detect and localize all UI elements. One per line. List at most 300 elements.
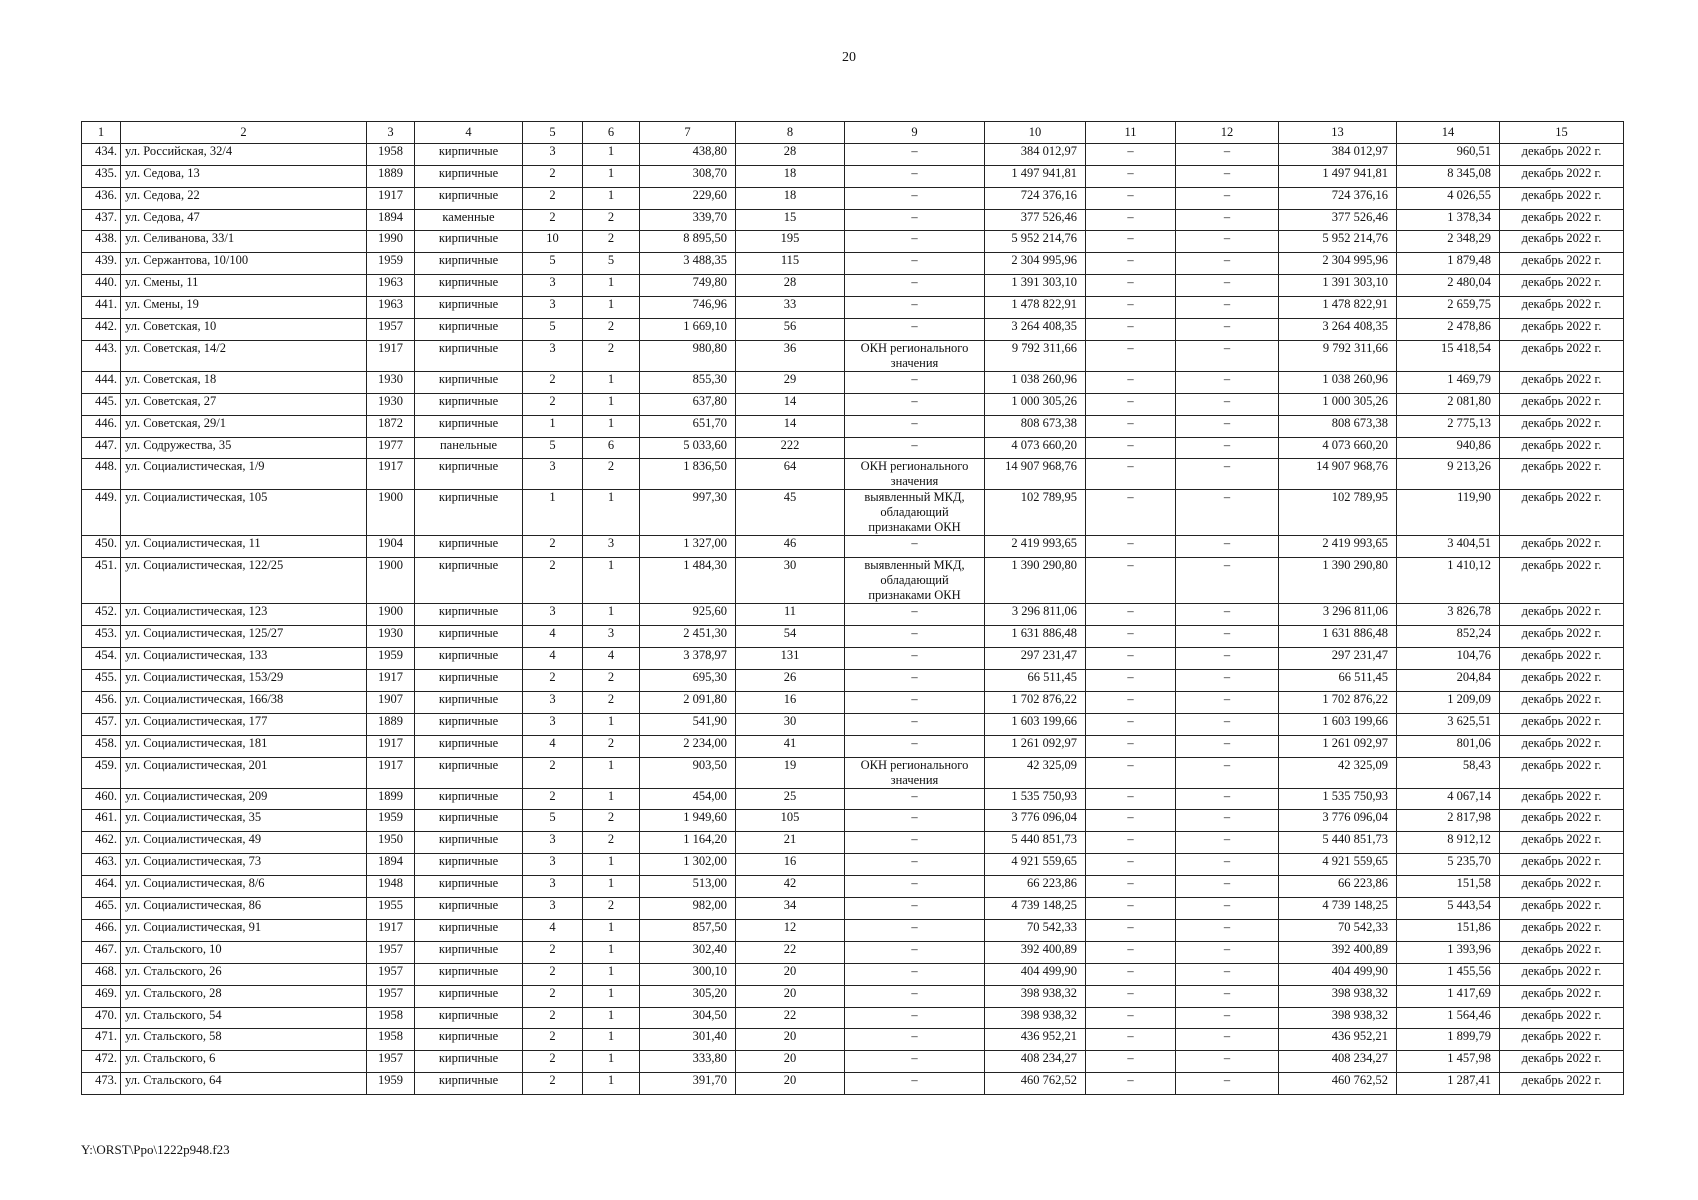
column-12-value-cell: – [1176, 788, 1279, 810]
floors-cell: 2 [523, 757, 583, 788]
wall-material-cell: кирпичные [415, 187, 523, 209]
deadline-cell: декабрь 2022 г. [1500, 1007, 1624, 1029]
entrances-cell: 2 [583, 832, 640, 854]
heritage-status-cell: – [845, 670, 985, 692]
row-number-cell: 473. [82, 1073, 121, 1095]
table-row [82, 319, 1624, 341]
cost-total-cell: 1 038 260,96 [985, 371, 1086, 393]
cost-per-unit-cell: 852,24 [1397, 626, 1500, 648]
cost-per-unit-cell: 2 480,04 [1397, 275, 1500, 297]
residents-cell: 20 [736, 1051, 845, 1073]
entrances-cell: 6 [583, 437, 640, 459]
floors-cell: 3 [523, 275, 583, 297]
column-number-header: 15 [1500, 122, 1624, 144]
area-cell: 1 949,60 [640, 810, 736, 832]
address-cell: ул. Стальского, 64 [121, 1073, 367, 1095]
cost-sum-cell: 1 478 822,91 [1279, 297, 1397, 319]
row-number-cell: 466. [82, 919, 121, 941]
heritage-status-cell: – [845, 691, 985, 713]
build-year-cell: 1900 [367, 490, 415, 536]
column-11-value-cell: – [1086, 919, 1176, 941]
column-12-value-cell: – [1176, 275, 1279, 297]
column-number-header: 9 [845, 122, 985, 144]
column-11-value-cell: – [1086, 340, 1176, 371]
column-11-value-cell: – [1086, 275, 1176, 297]
cost-total-cell: 3 264 408,35 [985, 319, 1086, 341]
build-year-cell: 1904 [367, 536, 415, 558]
residents-cell: 56 [736, 319, 845, 341]
column-12-value-cell: – [1176, 371, 1279, 393]
table-row [82, 691, 1624, 713]
deadline-cell: декабрь 2022 г. [1500, 275, 1624, 297]
area-cell: 8 895,50 [640, 231, 736, 253]
entrances-cell: 1 [583, 490, 640, 536]
area-cell: 651,70 [640, 415, 736, 437]
column-12-value-cell: – [1176, 1007, 1279, 1029]
column-11-value-cell: – [1086, 810, 1176, 832]
cost-total-cell: 392 400,89 [985, 941, 1086, 963]
residents-cell: 16 [736, 691, 845, 713]
column-number-header: 12 [1176, 122, 1279, 144]
area-cell: 541,90 [640, 713, 736, 735]
column-number-header: 13 [1279, 122, 1397, 144]
build-year-cell: 1957 [367, 941, 415, 963]
cost-per-unit-cell: 3 826,78 [1397, 604, 1500, 626]
floors-cell: 2 [523, 963, 583, 985]
build-year-cell: 1930 [367, 393, 415, 415]
deadline-cell: декабрь 2022 г. [1500, 919, 1624, 941]
heritage-status-cell: – [845, 941, 985, 963]
column-11-value-cell: – [1086, 670, 1176, 692]
residents-cell: 105 [736, 810, 845, 832]
address-cell: ул. Социалистическая, 49 [121, 832, 367, 854]
cost-total-cell: 5 440 851,73 [985, 832, 1086, 854]
floors-cell: 5 [523, 319, 583, 341]
cost-per-unit-cell: 3 404,51 [1397, 536, 1500, 558]
wall-material-cell: кирпичные [415, 415, 523, 437]
column-11-value-cell: – [1086, 1007, 1176, 1029]
heritage-status-cell: – [845, 735, 985, 757]
deadline-cell: декабрь 2022 г. [1500, 253, 1624, 275]
cost-sum-cell: 2 419 993,65 [1279, 536, 1397, 558]
cost-total-cell: 3 296 811,06 [985, 604, 1086, 626]
cost-per-unit-cell: 15 418,54 [1397, 340, 1500, 371]
heritage-status-cell: – [845, 319, 985, 341]
column-number-header: 8 [736, 122, 845, 144]
residents-cell: 42 [736, 876, 845, 898]
heritage-status-cell: – [845, 297, 985, 319]
area-cell: 857,50 [640, 919, 736, 941]
column-number-header: 14 [1397, 122, 1500, 144]
deadline-cell: декабрь 2022 г. [1500, 187, 1624, 209]
deadline-cell: декабрь 2022 г. [1500, 415, 1624, 437]
row-number-cell: 439. [82, 253, 121, 275]
wall-material-cell: кирпичные [415, 393, 523, 415]
build-year-cell: 1948 [367, 876, 415, 898]
residents-cell: 64 [736, 459, 845, 490]
floors-cell: 2 [523, 985, 583, 1007]
row-number-cell: 445. [82, 393, 121, 415]
column-number-header: 2 [121, 122, 367, 144]
cost-total-cell: 724 376,16 [985, 187, 1086, 209]
cost-per-unit-cell: 960,51 [1397, 143, 1500, 165]
wall-material-cell: кирпичные [415, 1007, 523, 1029]
address-cell: ул. Социалистическая, 73 [121, 854, 367, 876]
heritage-status-cell: – [845, 919, 985, 941]
floors-cell: 3 [523, 854, 583, 876]
cost-per-unit-cell: 3 625,51 [1397, 713, 1500, 735]
cost-total-cell: 1 535 750,93 [985, 788, 1086, 810]
wall-material-cell: кирпичные [415, 898, 523, 920]
area-cell: 1 484,30 [640, 558, 736, 604]
area-cell: 1 669,10 [640, 319, 736, 341]
row-number-cell: 440. [82, 275, 121, 297]
column-11-value-cell: – [1086, 604, 1176, 626]
row-number-cell: 463. [82, 854, 121, 876]
deadline-cell: декабрь 2022 г. [1500, 143, 1624, 165]
column-number-header: 1 [82, 122, 121, 144]
wall-material-cell: кирпичные [415, 963, 523, 985]
cost-sum-cell: 4 739 148,25 [1279, 898, 1397, 920]
floors-cell: 2 [523, 1007, 583, 1029]
row-number-cell: 460. [82, 788, 121, 810]
cost-per-unit-cell: 1 457,98 [1397, 1051, 1500, 1073]
area-cell: 903,50 [640, 757, 736, 788]
floors-cell: 10 [523, 231, 583, 253]
column-11-value-cell: – [1086, 788, 1176, 810]
area-cell: 749,80 [640, 275, 736, 297]
table-row [82, 415, 1624, 437]
deadline-cell: декабрь 2022 г. [1500, 854, 1624, 876]
address-cell: ул. Российская, 32/4 [121, 143, 367, 165]
address-cell: ул. Социалистическая, 201 [121, 757, 367, 788]
heritage-status-cell: – [845, 231, 985, 253]
cost-total-cell: 3 776 096,04 [985, 810, 1086, 832]
cost-total-cell: 408 234,27 [985, 1051, 1086, 1073]
deadline-cell: декабрь 2022 г. [1500, 1051, 1624, 1073]
deadline-cell: декабрь 2022 г. [1500, 757, 1624, 788]
heritage-status-cell: – [845, 187, 985, 209]
address-cell: ул. Советская, 18 [121, 371, 367, 393]
column-12-value-cell: – [1176, 459, 1279, 490]
cost-per-unit-cell: 1 564,46 [1397, 1007, 1500, 1029]
heritage-status-cell: – [845, 275, 985, 297]
cost-sum-cell: 14 907 968,76 [1279, 459, 1397, 490]
address-cell: ул. Сержантова, 10/100 [121, 253, 367, 275]
residents-cell: 30 [736, 558, 845, 604]
deadline-cell: декабрь 2022 г. [1500, 371, 1624, 393]
deadline-cell: декабрь 2022 г. [1500, 1029, 1624, 1051]
build-year-cell: 1917 [367, 735, 415, 757]
entrances-cell: 2 [583, 735, 640, 757]
floors-cell: 5 [523, 253, 583, 275]
area-cell: 454,00 [640, 788, 736, 810]
deadline-cell: декабрь 2022 г. [1500, 941, 1624, 963]
column-12-value-cell: – [1176, 670, 1279, 692]
floors-cell: 2 [523, 788, 583, 810]
heritage-status-cell: – [845, 898, 985, 920]
address-cell: ул. Социалистическая, 125/27 [121, 626, 367, 648]
cost-sum-cell: 460 762,52 [1279, 1073, 1397, 1095]
entrances-cell: 2 [583, 691, 640, 713]
file-path-footer: Y:\ORST\Ppo\1222p948.f23 [81, 1142, 230, 1157]
table-row [82, 1073, 1624, 1095]
address-cell: ул. Социалистическая, 91 [121, 919, 367, 941]
cost-total-cell: 1 000 305,26 [985, 393, 1086, 415]
address-cell: ул. Социалистическая, 35 [121, 810, 367, 832]
build-year-cell: 1959 [367, 648, 415, 670]
cost-total-cell: 70 542,33 [985, 919, 1086, 941]
wall-material-cell: панельные [415, 437, 523, 459]
row-number-cell: 455. [82, 670, 121, 692]
cost-total-cell: 460 762,52 [985, 1073, 1086, 1095]
floors-cell: 2 [523, 1029, 583, 1051]
column-11-value-cell: – [1086, 832, 1176, 854]
heritage-status-cell: ОКН регионального значения [845, 340, 985, 371]
area-cell: 3 488,35 [640, 253, 736, 275]
cost-sum-cell: 2 304 995,96 [1279, 253, 1397, 275]
wall-material-cell: кирпичные [415, 941, 523, 963]
column-11-value-cell: – [1086, 393, 1176, 415]
cost-sum-cell: 808 673,38 [1279, 415, 1397, 437]
table-row [82, 393, 1624, 415]
column-12-value-cell: – [1176, 854, 1279, 876]
cost-sum-cell: 1 038 260,96 [1279, 371, 1397, 393]
table-row [82, 735, 1624, 757]
cost-sum-cell: 1 631 886,48 [1279, 626, 1397, 648]
cost-total-cell: 436 952,21 [985, 1029, 1086, 1051]
cost-per-unit-cell: 1 287,41 [1397, 1073, 1500, 1095]
cost-per-unit-cell: 5 235,70 [1397, 854, 1500, 876]
cost-sum-cell: 3 776 096,04 [1279, 810, 1397, 832]
address-cell: ул. Социалистическая, 133 [121, 648, 367, 670]
area-cell: 339,70 [640, 209, 736, 231]
page-number: 20 [842, 50, 856, 65]
address-cell: ул. Социалистическая, 209 [121, 788, 367, 810]
column-12-value-cell: – [1176, 165, 1279, 187]
build-year-cell: 1917 [367, 670, 415, 692]
deadline-cell: декабрь 2022 г. [1500, 788, 1624, 810]
cost-total-cell: 4 073 660,20 [985, 437, 1086, 459]
address-cell: ул. Седова, 22 [121, 187, 367, 209]
row-number-cell: 454. [82, 648, 121, 670]
address-cell: ул. Стальского, 58 [121, 1029, 367, 1051]
row-number-cell: 434. [82, 143, 121, 165]
heritage-status-cell: – [845, 810, 985, 832]
table-row [82, 340, 1624, 371]
heritage-status-cell: ОКН регионального значения [845, 757, 985, 788]
column-11-value-cell: – [1086, 415, 1176, 437]
housing-register-table [81, 121, 1624, 1095]
column-12-value-cell: – [1176, 536, 1279, 558]
wall-material-cell: кирпичные [415, 1051, 523, 1073]
column-11-value-cell: – [1086, 558, 1176, 604]
residents-cell: 115 [736, 253, 845, 275]
build-year-cell: 1917 [367, 919, 415, 941]
entrances-cell: 1 [583, 275, 640, 297]
heritage-status-cell: – [845, 1007, 985, 1029]
residents-cell: 195 [736, 231, 845, 253]
column-11-value-cell: – [1086, 735, 1176, 757]
table-row [82, 165, 1624, 187]
cost-total-cell: 1 603 199,66 [985, 713, 1086, 735]
entrances-cell: 5 [583, 253, 640, 275]
cost-per-unit-cell: 2 817,98 [1397, 810, 1500, 832]
cost-total-cell: 1 261 092,97 [985, 735, 1086, 757]
cost-sum-cell: 9 792 311,66 [1279, 340, 1397, 371]
cost-per-unit-cell: 119,90 [1397, 490, 1500, 536]
heritage-status-cell: – [845, 165, 985, 187]
address-cell: ул. Социалистическая, 123 [121, 604, 367, 626]
column-12-value-cell: – [1176, 919, 1279, 941]
table-row [82, 670, 1624, 692]
area-cell: 695,30 [640, 670, 736, 692]
wall-material-cell: кирпичные [415, 919, 523, 941]
deadline-cell: декабрь 2022 г. [1500, 985, 1624, 1007]
deadline-cell: декабрь 2022 г. [1500, 810, 1624, 832]
heritage-status-cell: – [845, 536, 985, 558]
deadline-cell: декабрь 2022 г. [1500, 558, 1624, 604]
column-12-value-cell: – [1176, 143, 1279, 165]
entrances-cell: 2 [583, 898, 640, 920]
area-cell: 2 091,80 [640, 691, 736, 713]
floors-cell: 2 [523, 393, 583, 415]
row-number-cell: 456. [82, 691, 121, 713]
column-12-value-cell: – [1176, 691, 1279, 713]
entrances-cell: 1 [583, 1073, 640, 1095]
address-cell: ул. Стальского, 10 [121, 941, 367, 963]
cost-sum-cell: 3 264 408,35 [1279, 319, 1397, 341]
entrances-cell: 3 [583, 626, 640, 648]
area-cell: 925,60 [640, 604, 736, 626]
table-row [82, 143, 1624, 165]
wall-material-cell: кирпичные [415, 253, 523, 275]
deadline-cell: декабрь 2022 г. [1500, 297, 1624, 319]
floors-cell: 3 [523, 898, 583, 920]
column-11-value-cell: – [1086, 648, 1176, 670]
wall-material-cell: кирпичные [415, 1029, 523, 1051]
column-11-value-cell: – [1086, 1051, 1176, 1073]
cost-sum-cell: 1 702 876,22 [1279, 691, 1397, 713]
column-12-value-cell: – [1176, 558, 1279, 604]
column-number-header: 4 [415, 122, 523, 144]
wall-material-cell: кирпичные [415, 876, 523, 898]
cost-total-cell: 297 231,47 [985, 648, 1086, 670]
address-cell: ул. Социалистическая, 122/25 [121, 558, 367, 604]
residents-cell: 20 [736, 1073, 845, 1095]
heritage-status-cell: – [845, 713, 985, 735]
heritage-status-cell: – [845, 832, 985, 854]
cost-sum-cell: 1 603 199,66 [1279, 713, 1397, 735]
area-cell: 391,70 [640, 1073, 736, 1095]
deadline-cell: декабрь 2022 г. [1500, 393, 1624, 415]
entrances-cell: 1 [583, 415, 640, 437]
column-12-value-cell: – [1176, 209, 1279, 231]
deadline-cell: декабрь 2022 г. [1500, 898, 1624, 920]
cost-sum-cell: 408 234,27 [1279, 1051, 1397, 1073]
cost-per-unit-cell: 1 469,79 [1397, 371, 1500, 393]
column-11-value-cell: – [1086, 898, 1176, 920]
deadline-cell: декабрь 2022 г. [1500, 691, 1624, 713]
cost-per-unit-cell: 1 410,12 [1397, 558, 1500, 604]
table-row [82, 788, 1624, 810]
cost-total-cell: 1 702 876,22 [985, 691, 1086, 713]
heritage-status-cell: – [845, 1029, 985, 1051]
residents-cell: 20 [736, 1029, 845, 1051]
build-year-cell: 1907 [367, 691, 415, 713]
cost-sum-cell: 377 526,46 [1279, 209, 1397, 231]
cost-per-unit-cell: 1 378,34 [1397, 209, 1500, 231]
heritage-status-cell: – [845, 604, 985, 626]
table-row [82, 604, 1624, 626]
cost-per-unit-cell: 5 443,54 [1397, 898, 1500, 920]
floors-cell: 2 [523, 165, 583, 187]
cost-sum-cell: 398 938,32 [1279, 985, 1397, 1007]
address-cell: ул. Советская, 29/1 [121, 415, 367, 437]
floors-cell: 2 [523, 187, 583, 209]
wall-material-cell: кирпичные [415, 788, 523, 810]
row-number-cell: 464. [82, 876, 121, 898]
wall-material-cell: кирпичные [415, 490, 523, 536]
residents-cell: 12 [736, 919, 845, 941]
cost-total-cell: 1 391 303,10 [985, 275, 1086, 297]
table-row [82, 209, 1624, 231]
area-cell: 438,80 [640, 143, 736, 165]
table-body [82, 143, 1624, 1094]
column-11-value-cell: – [1086, 876, 1176, 898]
build-year-cell: 1894 [367, 209, 415, 231]
table-row [82, 713, 1624, 735]
cost-sum-cell: 404 499,90 [1279, 963, 1397, 985]
build-year-cell: 1958 [367, 143, 415, 165]
entrances-cell: 1 [583, 963, 640, 985]
row-number-cell: 468. [82, 963, 121, 985]
entrances-cell: 1 [583, 919, 640, 941]
address-cell: ул. Социалистическая, 181 [121, 735, 367, 757]
residents-cell: 34 [736, 898, 845, 920]
wall-material-cell: кирпичные [415, 691, 523, 713]
cost-total-cell: 2 419 993,65 [985, 536, 1086, 558]
heritage-status-cell: – [845, 393, 985, 415]
row-number-cell: 448. [82, 459, 121, 490]
table-row [82, 1029, 1624, 1051]
column-number-header: 7 [640, 122, 736, 144]
address-cell: ул. Социалистическая, 86 [121, 898, 367, 920]
cost-sum-cell: 436 952,21 [1279, 1029, 1397, 1051]
column-12-value-cell: – [1176, 1051, 1279, 1073]
entrances-cell: 1 [583, 143, 640, 165]
row-number-cell: 467. [82, 941, 121, 963]
address-cell: ул. Социалистическая, 8/6 [121, 876, 367, 898]
heritage-status-cell: – [845, 415, 985, 437]
cost-per-unit-cell: 151,58 [1397, 876, 1500, 898]
column-number-header: 11 [1086, 122, 1176, 144]
column-12-value-cell: – [1176, 490, 1279, 536]
build-year-cell: 1917 [367, 757, 415, 788]
residents-cell: 28 [736, 275, 845, 297]
floors-cell: 5 [523, 810, 583, 832]
table-row [82, 919, 1624, 941]
table-row [82, 558, 1624, 604]
entrances-cell: 1 [583, 187, 640, 209]
column-12-value-cell: – [1176, 187, 1279, 209]
cost-total-cell: 14 907 968,76 [985, 459, 1086, 490]
column-11-value-cell: – [1086, 253, 1176, 275]
address-cell: ул. Селиванова, 33/1 [121, 231, 367, 253]
table-row [82, 854, 1624, 876]
heritage-status-cell: – [845, 1051, 985, 1073]
area-cell: 301,40 [640, 1029, 736, 1051]
